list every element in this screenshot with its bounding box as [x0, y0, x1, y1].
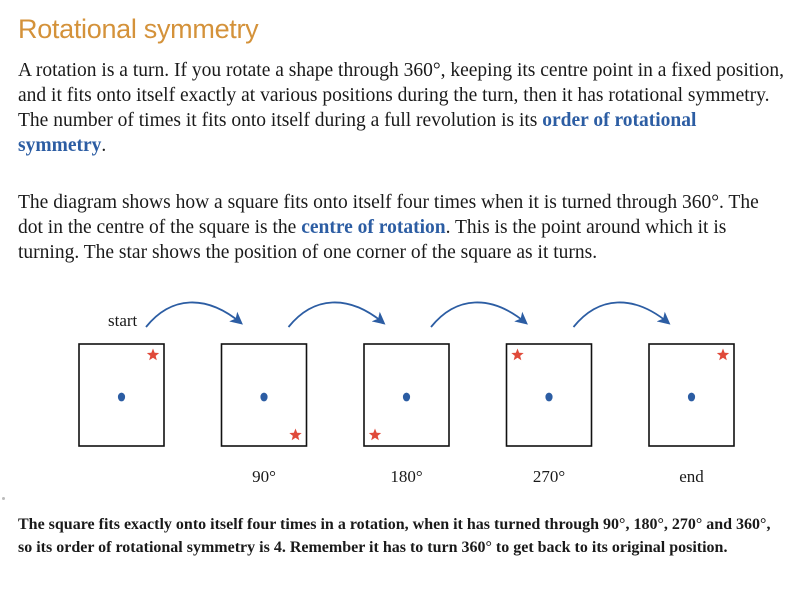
- rotation-arrow-icon: [431, 302, 526, 327]
- step-label: 180°: [390, 467, 423, 486]
- rotation-arrow-icon: [574, 302, 669, 327]
- corner-star-icon: [717, 349, 729, 361]
- paragraph-definition: [18, 58, 786, 158]
- centre-of-rotation-dot: [688, 393, 695, 402]
- step-label: 90°: [252, 467, 276, 486]
- caption: The square fits exactly onto itself four times in a rotation, when it has turned through 90°, 180°, 270° and 360°, so its order of rotational symmetry is 4. Remember it has to turn 360° to get back to its original position.: [18, 516, 771, 556]
- corner-star-icon: [511, 349, 523, 361]
- step-labels: [252, 467, 704, 486]
- paragraph-diagram-explanation: [18, 190, 786, 265]
- paragraph-diagram-text: The diagram shows how a square fits onto itself four times when it is turned through 360°. The dot in the centre of the square is the: [18, 192, 759, 238]
- corner-star-icon: [369, 429, 381, 441]
- rotation-arrow-icon: [146, 302, 241, 327]
- corner-star-icon: [289, 429, 301, 441]
- start-label: start: [108, 311, 138, 330]
- rotation-arrow-icon: [289, 302, 384, 327]
- step-label: 270°: [532, 467, 566, 486]
- centre-of-rotation-dot: [260, 393, 267, 402]
- rotation-arrows: [146, 302, 669, 327]
- keyword-order-of-rotational-symmetry: order of rotational symmetry: [18, 110, 697, 156]
- paragraph-definition-end: .: [101, 135, 107, 156]
- step-label: end: [679, 467, 704, 486]
- margin-dot: [2, 497, 5, 500]
- centre-of-rotation-dot: [403, 393, 410, 402]
- corner-star-icon: [147, 349, 159, 361]
- paragraph-diagram-end: . This is the point around which it is turning. The star shows the position of one corner of the square as it turns.: [18, 217, 727, 263]
- section-heading: Rotational symmetry: [18, 14, 259, 44]
- rotation-diagram: [0, 290, 800, 490]
- rotation-squares: [79, 344, 734, 446]
- paragraph-definition-text: A rotation is a turn. If you rotate a shape through 360°, keeping its centre point in a fixed position, and it fits onto itself exactly at various positions during the turn, then it has rotational symmetry. The number of times it fits onto itself during a full revolution is its: [18, 60, 784, 131]
- centre-of-rotation-dot: [545, 393, 552, 402]
- keyword-centre-of-rotation: centre of rotation: [301, 217, 446, 238]
- centre-of-rotation-dot: [118, 393, 125, 402]
